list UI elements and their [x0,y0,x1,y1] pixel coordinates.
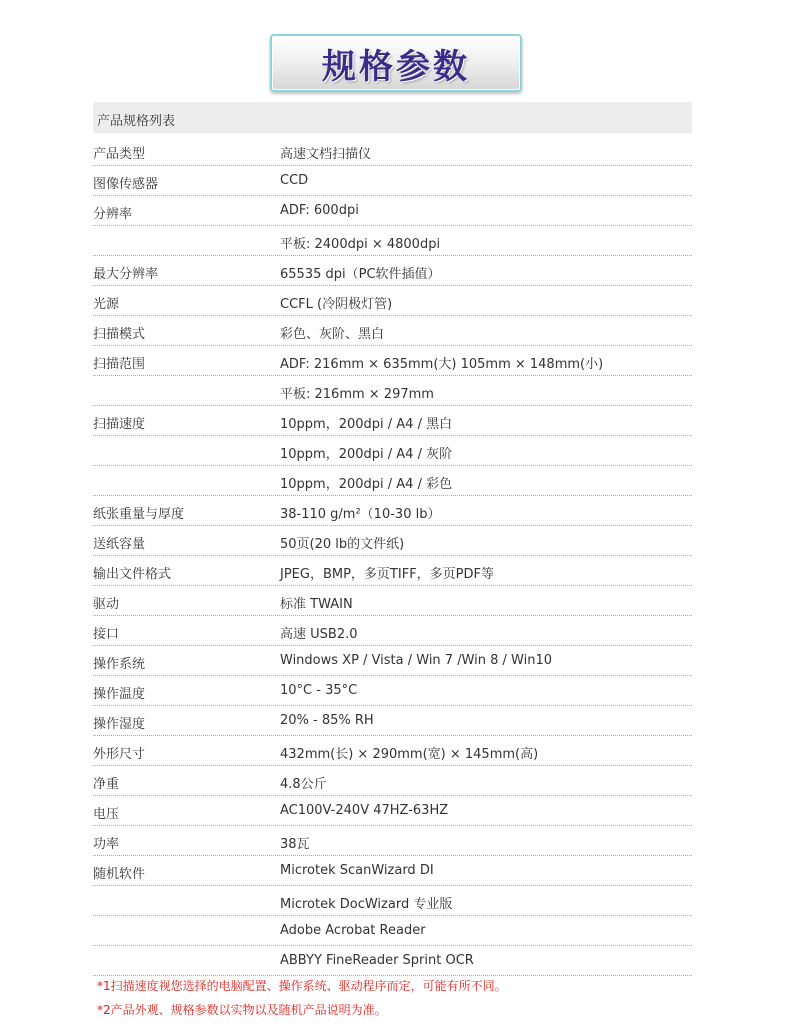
spec-row [93,466,692,496]
spec-row [93,736,692,766]
spec-row [93,616,692,646]
spec-row [93,706,692,736]
spec-label: 扫描速度 [93,417,146,432]
spec-label: 光源 [93,297,120,312]
spec-value: 50页(20 lb的文件纸) [280,537,405,552]
spec-value: 4.8公斤 [280,777,327,792]
spec-row [93,286,692,316]
spec-value: 38瓦 [280,837,310,852]
spec-label: 输出文件格式 [93,567,172,582]
spec-value: Microtek ScanWizard DI [280,863,434,878]
spec-row [93,496,692,526]
spec-row [93,826,692,856]
spec-table [93,136,692,976]
spec-value: 10ppm，200dpi / A4 / 彩色 [280,477,453,492]
spec-label: 驱动 [93,597,120,612]
spec-value: ADF: 600dpi [280,203,359,218]
spec-value: Microtek DocWizard 专业版 [280,897,453,912]
spec-value: 20% - 85% RH [280,713,374,728]
page-title: 规格参数 [322,46,470,87]
spec-row [93,136,692,166]
spec-row [93,436,692,466]
spec-value: 标准 TWAIN [280,597,353,612]
spec-row [93,916,692,946]
spec-value: 10ppm，200dpi / A4 / 灰阶 [280,447,453,462]
spec-row [93,676,692,706]
spec-label: 操作系统 [93,657,146,672]
spec-label: 扫描范围 [93,357,146,372]
spec-row [93,886,692,916]
spec-value: 432mm(长) × 290mm(宽) × 145mm(高) [280,747,539,762]
footnote-1: *1扫描速度视您选择的电脑配置、操作系统、驱动程序而定，可能有所不同。 [97,979,507,993]
spec-value: ABBYY FineReader Sprint OCR [280,953,474,968]
spec-label: 净重 [93,777,120,792]
spec-value: CCFL (冷阴极灯管) [280,297,393,312]
spec-row [93,856,692,886]
footnote-2: *2产品外观、规格参数以实物以及随机产品说明为准。 [97,1003,387,1017]
spec-row [93,946,692,976]
spec-value: 65535 dpi（PC软件插值） [280,267,441,282]
spec-value: AC100V-240V 47HZ-63HZ [280,803,449,818]
spec-label: 扫描模式 [93,327,146,342]
spec-row [93,586,692,616]
spec-label: 随机软件 [93,867,146,882]
spec-label: 最大分辨率 [93,267,159,282]
spec-label: 电压 [93,807,120,822]
spec-value: Windows XP / Vista / Win 7 /Win 8 / Win10 [280,653,553,668]
spec-row [93,316,692,346]
spec-row [93,256,692,286]
spec-row [93,526,692,556]
spec-label: 纸张重量与厚度 [93,507,185,522]
spec-label: 操作温度 [93,687,146,702]
spec-value: CCD [280,173,309,188]
spec-row [93,646,692,676]
spec-list-header [93,102,692,133]
spec-row [93,556,692,586]
spec-value: 平板: 216mm × 297mm [280,387,434,402]
spec-label: 产品类型 [93,147,146,162]
title-banner [270,34,522,92]
spec-value: 高速文档扫描仪 [280,147,372,162]
spec-row [93,166,692,196]
spec-row [93,226,692,256]
spec-row [93,346,692,376]
spec-value: 10°C - 35°C [280,683,358,698]
spec-value: 38-110 g/m²（10-30 lb） [280,507,441,522]
spec-row [93,376,692,406]
spec-list-header-label: 产品规格列表 [97,114,176,129]
spec-value: 平板: 2400dpi × 4800dpi [280,237,441,252]
spec-label: 操作湿度 [93,717,146,732]
footnotes [97,978,507,1026]
spec-value: 10ppm，200dpi / A4 / 黑白 [280,417,453,432]
spec-label: 外形尺寸 [93,747,146,762]
spec-label: 接口 [93,627,120,642]
spec-value: ADF: 216mm × 635mm(大) 105mm × 148mm(小) [280,357,604,372]
spec-value: Adobe Acrobat Reader [280,923,426,938]
spec-value: 高速 USB2.0 [280,627,358,642]
spec-row [93,796,692,826]
spec-value: 彩色、灰阶、黑白 [280,327,385,342]
spec-row [93,196,692,226]
spec-value: JPEG，BMP，多页TIFF，多页PDF等 [280,567,494,582]
spec-label: 功率 [93,837,120,852]
spec-label: 分辨率 [93,207,133,222]
spec-label: 送纸容量 [93,537,146,552]
spec-row [93,406,692,436]
spec-label: 图像传感器 [93,177,159,192]
spec-row [93,766,692,796]
